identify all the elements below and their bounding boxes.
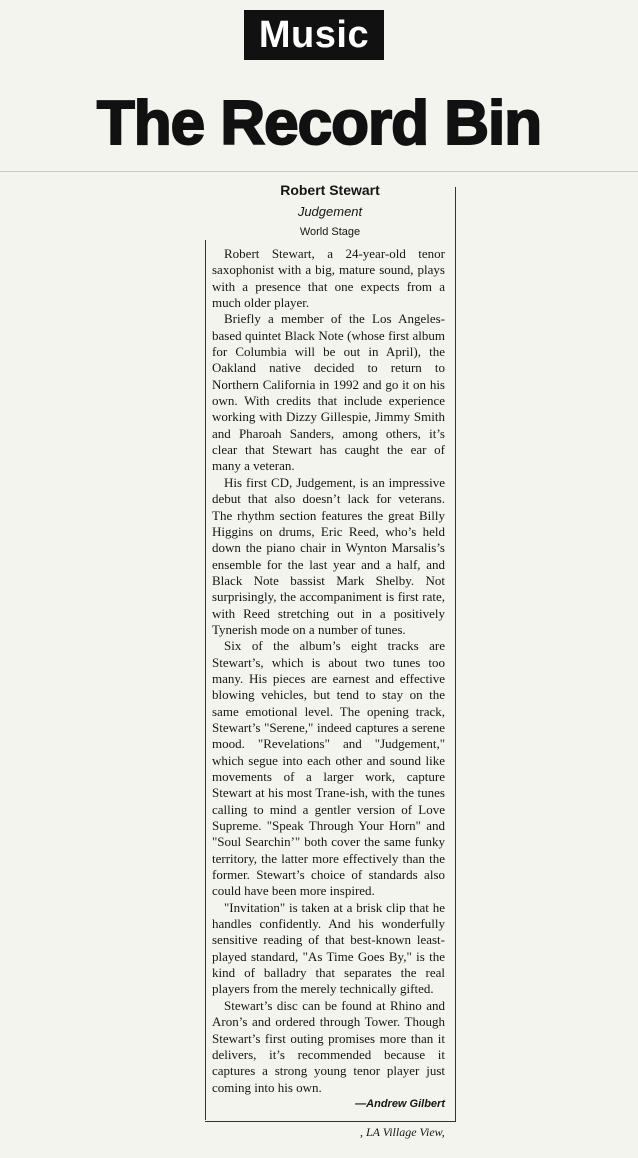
review-byline: —Andrew Gilbert — [355, 1098, 445, 1110]
review-paragraph: Briefly a member of the Los Angeles-based quintet Black Note (whose first album for Columbia will be out in April), the Oakland native decided to return to Northern California in 1992 and go it on his own. With credits that include experience working with Dizzy Gillespie, Jimmy Smith and Pharoah Sanders, among others, it’s clear that Stewart has caught the ear of many a veteran. — [212, 311, 445, 474]
column-rule-left — [205, 240, 206, 1120]
masthead-title: The Record Bin — [96, 89, 542, 158]
review-artist: Robert Stewart — [280, 182, 380, 198]
review-paragraph: His first CD, Judgement, is an impressive debut that also doesn’t lack for veterans. The rhythm section features the great Billy Higgins on drums, Eric Reed, who’s held down the piano chair in Wynton Marsalis’s ensemble for the last year and a half, and Black Note bassist Mark Shelby. Not surprisingly, the accompaniment is first rate, with Reed stretching out in a positively Tynerish mode on a number of tunes. — [212, 474, 445, 637]
review-record-label: World Stage — [299, 226, 361, 238]
column-rule-right — [455, 187, 456, 1122]
review-paragraph: "Invitation" is taken at a brisk clip that he handles confidently. And his wonderfully sensitive reading of that best-known least-played standard, "As Time Goes By," is the kind of balladry that separates the real players from the merely technically gifted. — [212, 899, 445, 997]
header-divider — [0, 171, 638, 172]
column-rule-bottom — [205, 1121, 456, 1122]
review-album: Judgement — [297, 204, 363, 219]
review-body — [212, 246, 445, 1096]
review-paragraph: Stewart’s disc can be found at Rhino and Aron’s and ordered through Tower. Though Stewart’s first outing promises more than it delivers, it’s recommended because it captures a strong young tenor player just coming into his own. — [212, 997, 445, 1095]
review-paragraph: Robert Stewart, a 24-year-old tenor saxophonist with a big, mature sound, plays with a presence that one expects from a much older player. — [212, 246, 445, 311]
publication-source: , LA Village View, — [360, 1125, 445, 1139]
review-paragraph: Six of the album’s eight tracks are Stewart’s, which is about two tunes too many. His pieces are earnest and effective blowing vehicles, but tend to stay on the same emotional level. The opening track, Stewart’s "Serene," indeed captures a serene mood. "Revelations" and "Judgement," which segue into each other and sound like movements of a larger work, capture Stewart at his most Trane-ish, with the tunes calling to mind a gentler version of Love Supreme. "Speak Through Your Horn" and "Soul Searchin’" both cover the same funky territory, the latter more effectively than the former. Stewart’s choice of standards also could have been more inspired. — [212, 638, 445, 899]
section-label: Music — [244, 10, 384, 60]
